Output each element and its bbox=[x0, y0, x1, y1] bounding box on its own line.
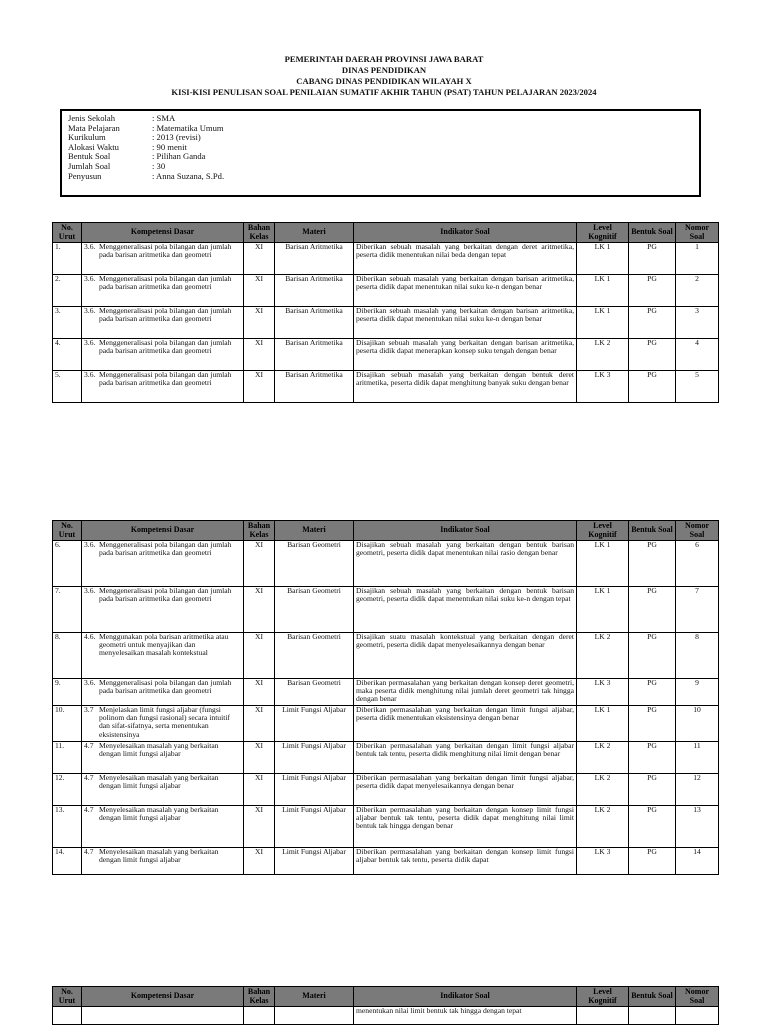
column-header-level: Level Kognitif bbox=[577, 987, 629, 1007]
cell-indikator: Diberikan sebuah masalah yang berkaitan dengan deret aritmetika, peserta didik menentukan nilai beda dengan tepat bbox=[354, 243, 577, 275]
info-label: Kurikulum bbox=[68, 132, 106, 143]
table-row bbox=[53, 806, 719, 848]
cell-level: LK 3 bbox=[577, 371, 629, 403]
info-value: : Anna Suzana, S.Pd. bbox=[152, 170, 225, 181]
cell-kompetensi-dasar bbox=[82, 339, 244, 371]
cell-indikator: menentukan nilai limit bentuk tak hingga dengan tepat bbox=[354, 1007, 577, 1025]
kisi-kisi-table-3 bbox=[52, 986, 719, 1025]
cell-bentuk: PG bbox=[629, 679, 676, 706]
cell-kompetensi-dasar bbox=[82, 848, 244, 875]
cell-kelas: XI bbox=[244, 633, 275, 679]
cell-level: LK 1 bbox=[577, 587, 629, 633]
info-label: Penyusun bbox=[68, 170, 102, 181]
table-row bbox=[53, 339, 719, 371]
cell-no: 13. bbox=[53, 806, 82, 848]
cell-kelas: XI bbox=[244, 371, 275, 403]
column-header-nomor: Nomor Soal bbox=[676, 987, 719, 1007]
table-row bbox=[53, 1007, 719, 1025]
column-header-nomor: Nomor Soal bbox=[676, 223, 719, 243]
cell-level: LK 1 bbox=[577, 307, 629, 339]
cell-nomor: 2 bbox=[676, 275, 719, 307]
cell-nomor: 4 bbox=[676, 339, 719, 371]
cell-nomor bbox=[676, 1007, 719, 1025]
table-row bbox=[53, 679, 719, 706]
table-row bbox=[53, 243, 719, 275]
kd-number: 3.7 bbox=[84, 705, 94, 714]
cell-no: 4. bbox=[53, 339, 82, 371]
info-row bbox=[68, 172, 693, 182]
cell-materi: Barisan Aritmetika bbox=[275, 275, 354, 307]
cell-no: 1. bbox=[53, 243, 82, 275]
cell-level: LK 1 bbox=[577, 541, 629, 587]
kd-text: Menggeneralisasi pola bilangan dan jumlah pada barisan aritmetika dan geometri bbox=[99, 678, 232, 696]
cell-bentuk: PG bbox=[629, 587, 676, 633]
cell-materi: Limit Fungsi Aljabar bbox=[275, 848, 354, 875]
column-header-kelas: Bahan Kelas bbox=[244, 223, 275, 243]
cell-bentuk: PG bbox=[629, 706, 676, 742]
cell-nomor: 14 bbox=[676, 848, 719, 875]
kd-text: Menggeneralisasi pola bilangan dan jumlah pada barisan aritmetika dan geometri bbox=[99, 540, 232, 558]
column-header-nomor: Nomor Soal bbox=[676, 521, 719, 541]
kd-text: Menyelesaikan masalah yang berkaitan dengan limit fungsi aljabar bbox=[99, 847, 219, 865]
cell-kompetensi-dasar bbox=[82, 706, 244, 742]
header-line-4: KISI-KISI PENULISAN SOAL PENILAIAN SUMATIF AKHIR TAHUN (PSAT) TAHUN PELAJARAN 2023/2024 bbox=[171, 87, 597, 97]
column-header-materi: Materi bbox=[275, 521, 354, 541]
info-label: Jenis Sekolah bbox=[68, 113, 116, 123]
column-header-no: No. Urut bbox=[53, 987, 82, 1007]
cell-nomor: 8 bbox=[676, 633, 719, 679]
cell-kelas: XI bbox=[244, 679, 275, 706]
cell-indikator: Diberikan permasalahan yang berkaitan dengan limit fungsi aljabar, peserta didik dapat menyelesaikannya dengan benar bbox=[354, 774, 577, 806]
info-label: Alokasi Waktu bbox=[68, 141, 119, 152]
column-header-level: Level Kognitif bbox=[577, 521, 629, 541]
cell-kelas: XI bbox=[244, 587, 275, 633]
column-header-kd: Kompetensi Dasar bbox=[82, 223, 244, 243]
cell-kelas: XI bbox=[244, 541, 275, 587]
kd-text: Menggeneralisasi pola bilangan dan jumlah pada barisan aritmetika dan geometri bbox=[99, 242, 232, 260]
cell-kelas: XI bbox=[244, 706, 275, 742]
info-value: : SMA bbox=[152, 113, 176, 123]
cell-bentuk: PG bbox=[629, 275, 676, 307]
cell-level: LK 2 bbox=[577, 774, 629, 806]
cell-indikator: Disajikan sebuah masalah yang berkaitan dengan barisan aritmetika, peserta didik dapat menerapkan konsep suku tengah dengan benar bbox=[354, 339, 577, 371]
cell-materi: Barisan Aritmetika bbox=[275, 339, 354, 371]
cell-kompetensi-dasar bbox=[82, 774, 244, 806]
kd-text: Menyelesaikan masalah yang berkaitan dengan limit fungsi aljabar bbox=[99, 773, 219, 791]
cell-kompetensi-dasar bbox=[82, 742, 244, 774]
kd-number: 3.6. bbox=[84, 306, 96, 315]
column-header-no: No. Urut bbox=[53, 223, 82, 243]
table-header-row bbox=[53, 223, 719, 243]
cell-bentuk: PG bbox=[629, 541, 676, 587]
cell-indikator: Diberikan permasalahan yang berkaitan dengan konsep limit fungsi aljabar bentuk tak tentu, peserta didik dapat bbox=[354, 848, 577, 875]
cell-indikator: Disajikan sebuah masalah yang berkaitan dengan bentuk barisan geometri, peserta didik dapat menentukan nilai rasio dengan benar bbox=[354, 541, 577, 587]
column-header-materi: Materi bbox=[275, 987, 354, 1007]
kd-number: 3.6. bbox=[84, 274, 96, 283]
table-row bbox=[53, 307, 719, 339]
table-header-row bbox=[53, 521, 719, 541]
info-label: Jumlah Soal bbox=[68, 160, 111, 171]
table-row bbox=[53, 371, 719, 403]
cell-no: 11. bbox=[53, 742, 82, 774]
column-header-bentuk: Bentuk Soal bbox=[629, 223, 676, 243]
cell-indikator: Diberikan permasalahan yang berkaitan dengan konsep limit fungsi aljabar bentuk tak tentu, peserta didik dapat menghitung nilai limit bentuk tak hingga dengan benar bbox=[354, 806, 577, 848]
cell-kompetensi-dasar bbox=[82, 243, 244, 275]
kd-number: 3.6. bbox=[84, 242, 96, 251]
cell-no: 2. bbox=[53, 275, 82, 307]
cell-no: 5. bbox=[53, 371, 82, 403]
table-row bbox=[53, 848, 719, 875]
kd-number: 4.6. bbox=[84, 632, 96, 641]
cell-materi: Barisan Geometri bbox=[275, 633, 354, 679]
header-line-2: DINAS PENDIDIKAN bbox=[341, 65, 427, 75]
cell-bentuk: PG bbox=[629, 307, 676, 339]
kd-text: Menyelesaikan masalah yang berkaitan dengan limit fungsi aljabar bbox=[99, 805, 219, 823]
kd-number: 4.7 bbox=[84, 805, 94, 814]
cell-level bbox=[577, 1007, 629, 1025]
cell-materi: Barisan Aritmetika bbox=[275, 307, 354, 339]
cell-level: LK 3 bbox=[577, 679, 629, 706]
cell-no: 7. bbox=[53, 587, 82, 633]
cell-kelas: XI bbox=[244, 339, 275, 371]
info-value: : 30 bbox=[152, 160, 166, 171]
cell-kompetensi-dasar bbox=[82, 307, 244, 339]
cell-bentuk: PG bbox=[629, 633, 676, 679]
cell-no: 3. bbox=[53, 307, 82, 339]
kd-text: Menggeneralisasi pola bilangan dan jumlah pada barisan aritmetika dan geometri bbox=[99, 586, 232, 604]
cell-level: LK 1 bbox=[577, 243, 629, 275]
cell-bentuk: PG bbox=[629, 848, 676, 875]
cell-kompetensi-dasar bbox=[82, 633, 244, 679]
cell-kompetensi-dasar bbox=[82, 587, 244, 633]
cell-materi: Limit Fungsi Aljabar bbox=[275, 774, 354, 806]
cell-level: LK 2 bbox=[577, 742, 629, 774]
kd-number: 4.7 bbox=[84, 773, 94, 782]
kd-text: Menggeneralisasi pola bilangan dan jumlah pada barisan aritmetika dan geometri bbox=[99, 338, 232, 356]
column-header-level: Level Kognitif bbox=[577, 223, 629, 243]
column-header-indikator: Indikator Soal bbox=[354, 987, 577, 1007]
cell-level: LK 3 bbox=[577, 848, 629, 875]
header-line-3: CABANG DINAS PENDIDIKAN WILAYAH X bbox=[296, 76, 472, 86]
header-line-1: PEMERINTAH DAERAH PROVINSI JAWA BARAT bbox=[284, 54, 484, 64]
info-value: : Matematika Umum bbox=[152, 122, 224, 133]
cell-level: LK 1 bbox=[577, 275, 629, 307]
cell-bentuk: PG bbox=[629, 339, 676, 371]
table-row bbox=[53, 541, 719, 587]
cell-nomor: 11 bbox=[676, 742, 719, 774]
kd-text: Menggeneralisasi pola bilangan dan jumlah pada barisan aritmetika dan geometri bbox=[99, 274, 232, 292]
kd-number: 4.7 bbox=[84, 741, 94, 750]
cell-nomor: 5 bbox=[676, 371, 719, 403]
cell-indikator: Diberikan permasalahan yang berkaitan dengan konsep deret geometri, maka peserta didik menghitung nilai jumlah deret geometri tak hingga dengan benar bbox=[354, 679, 577, 706]
cell-no: 10. bbox=[53, 706, 82, 742]
table-row bbox=[53, 587, 719, 633]
table-row bbox=[53, 774, 719, 806]
cell-bentuk: PG bbox=[629, 774, 676, 806]
cell-no: 12. bbox=[53, 774, 82, 806]
cell-indikator: Diberikan sebuah masalah yang berkaitan dengan barisan aritmetika, peserta didik dapat menentukan nilai suku ke-n dengan benar bbox=[354, 275, 577, 307]
cell-kompetensi-dasar bbox=[82, 1007, 244, 1025]
cell-kompetensi-dasar bbox=[82, 275, 244, 307]
cell-kelas bbox=[244, 1007, 275, 1025]
info-value: : 2013 (revisi) bbox=[152, 132, 201, 143]
cell-materi: Limit Fungsi Aljabar bbox=[275, 742, 354, 774]
cell-level: LK 1 bbox=[577, 706, 629, 742]
info-label: Mata Pelajaran bbox=[68, 122, 120, 133]
cell-nomor: 9 bbox=[676, 679, 719, 706]
cell-materi: Limit Fungsi Aljabar bbox=[275, 706, 354, 742]
kd-text: Menggeneralisasi pola bilangan dan jumlah pada barisan aritmetika dan geometri bbox=[99, 370, 232, 388]
cell-kompetensi-dasar bbox=[82, 541, 244, 587]
cell-kelas: XI bbox=[244, 275, 275, 307]
cell-bentuk: PG bbox=[629, 371, 676, 403]
column-header-bentuk: Bentuk Soal bbox=[629, 987, 676, 1007]
kisi-kisi-table-2 bbox=[52, 520, 719, 875]
cell-indikator: Disajikan suatu masalah kontekstual yang berkaitan dengan deret geometri, peserta didik dapat menyelesaikannya dengan benar bbox=[354, 633, 577, 679]
column-header-kelas: Bahan Kelas bbox=[244, 987, 275, 1007]
cell-materi: Limit Fungsi Aljabar bbox=[275, 806, 354, 848]
column-header-kelas: Bahan Kelas bbox=[244, 521, 275, 541]
cell-kompetensi-dasar bbox=[82, 679, 244, 706]
cell-bentuk: PG bbox=[629, 243, 676, 275]
cell-indikator: Disajikan sebuah masalah yang berkaitan dengan bentuk deret aritmetika, peserta didik dapat menghitung banyak suku dengan benar bbox=[354, 371, 577, 403]
cell-indikator: Diberikan sebuah masalah yang berkaitan dengan barisan aritmetika, peserta didik dapat menentukan nilai suku ke-n dengan benar bbox=[354, 307, 577, 339]
column-header-indikator: Indikator Soal bbox=[354, 521, 577, 541]
table-header-row bbox=[53, 987, 719, 1007]
kisi-kisi-table-1 bbox=[52, 222, 719, 403]
cell-nomor: 3 bbox=[676, 307, 719, 339]
cell-materi: Barisan Geometri bbox=[275, 587, 354, 633]
kd-text: Menyelesaikan masalah yang berkaitan dengan limit fungsi aljabar bbox=[99, 741, 219, 759]
column-header-indikator: Indikator Soal bbox=[354, 223, 577, 243]
table-row bbox=[53, 742, 719, 774]
cell-kelas: XI bbox=[244, 806, 275, 848]
kd-number: 3.6. bbox=[84, 338, 96, 347]
cell-nomor: 1 bbox=[676, 243, 719, 275]
cell-materi: Barisan Geometri bbox=[275, 541, 354, 587]
cell-nomor: 12 bbox=[676, 774, 719, 806]
school-info-box bbox=[60, 109, 701, 197]
cell-materi: Barisan Aritmetika bbox=[275, 371, 354, 403]
info-label: Bentuk Soal bbox=[68, 151, 111, 162]
cell-materi: Barisan Aritmetika bbox=[275, 243, 354, 275]
cell-bentuk: PG bbox=[629, 806, 676, 848]
cell-kelas: XI bbox=[244, 307, 275, 339]
column-header-kd: Kompetensi Dasar bbox=[82, 987, 244, 1007]
cell-kelas: XI bbox=[244, 742, 275, 774]
kd-text: Menggeneralisasi pola bilangan dan jumlah pada barisan aritmetika dan geometri bbox=[99, 306, 232, 324]
kd-number: 4.7 bbox=[84, 847, 94, 856]
kd-number: 3.6. bbox=[84, 370, 96, 379]
kd-text: Menjelaskan limit fungsi aljabar (fungsi polinom dan fungsi rasional) secara intuitif dan sifat-sifatnya, serta menentukan eksistensinya bbox=[99, 705, 230, 739]
cell-indikator: Diberikan permasalahan yang berkaitan dengan limit fungsi aljabar, peserta didik menentukan eksistensinya dengan benar bbox=[354, 706, 577, 742]
column-header-no: No. Urut bbox=[53, 521, 82, 541]
cell-indikator: Disajikan sebuah masalah yang berkaitan dengan bentuk barisan geometri, peserta didik dapat menentukan nilai suku ke-n dengan tepat bbox=[354, 587, 577, 633]
info-value: : 90 menit bbox=[152, 141, 187, 152]
cell-nomor: 6 bbox=[676, 541, 719, 587]
cell-level: LK 2 bbox=[577, 633, 629, 679]
cell-kompetensi-dasar bbox=[82, 806, 244, 848]
cell-materi: Barisan Geometri bbox=[275, 679, 354, 706]
cell-level: LK 2 bbox=[577, 339, 629, 371]
document-header bbox=[0, 54, 768, 98]
table-row bbox=[53, 275, 719, 307]
cell-bentuk: PG bbox=[629, 742, 676, 774]
table-row bbox=[53, 633, 719, 679]
cell-no bbox=[53, 1007, 82, 1025]
kd-number: 3.6. bbox=[84, 540, 96, 549]
column-header-kd: Kompetensi Dasar bbox=[82, 521, 244, 541]
cell-no: 9. bbox=[53, 679, 82, 706]
kd-number: 3.6. bbox=[84, 678, 96, 687]
cell-materi bbox=[275, 1007, 354, 1025]
cell-nomor: 7 bbox=[676, 587, 719, 633]
cell-no: 6. bbox=[53, 541, 82, 587]
table-row bbox=[53, 706, 719, 742]
cell-kelas: XI bbox=[244, 774, 275, 806]
column-header-bentuk: Bentuk Soal bbox=[629, 521, 676, 541]
cell-bentuk bbox=[629, 1007, 676, 1025]
cell-kelas: XI bbox=[244, 848, 275, 875]
cell-no: 14. bbox=[53, 848, 82, 875]
kd-number: 3.6. bbox=[84, 586, 96, 595]
cell-nomor: 13 bbox=[676, 806, 719, 848]
cell-kompetensi-dasar bbox=[82, 371, 244, 403]
kd-text: Menggunakan pola barisan aritmetika atau geometri untuk menyajikan dan menyelesaikan masalah kontekstual bbox=[99, 632, 229, 658]
cell-kelas: XI bbox=[244, 243, 275, 275]
cell-nomor: 10 bbox=[676, 706, 719, 742]
cell-indikator: Diberikan permasalahan yang berkaitan dengan limit fungsi aljabar bentuk tak tentu, peserta didik menghitung nilai limit dengan benar bbox=[354, 742, 577, 774]
info-value: : Pilihan Ganda bbox=[152, 151, 206, 162]
cell-level: LK 2 bbox=[577, 806, 629, 848]
column-header-materi: Materi bbox=[275, 223, 354, 243]
cell-no: 8. bbox=[53, 633, 82, 679]
